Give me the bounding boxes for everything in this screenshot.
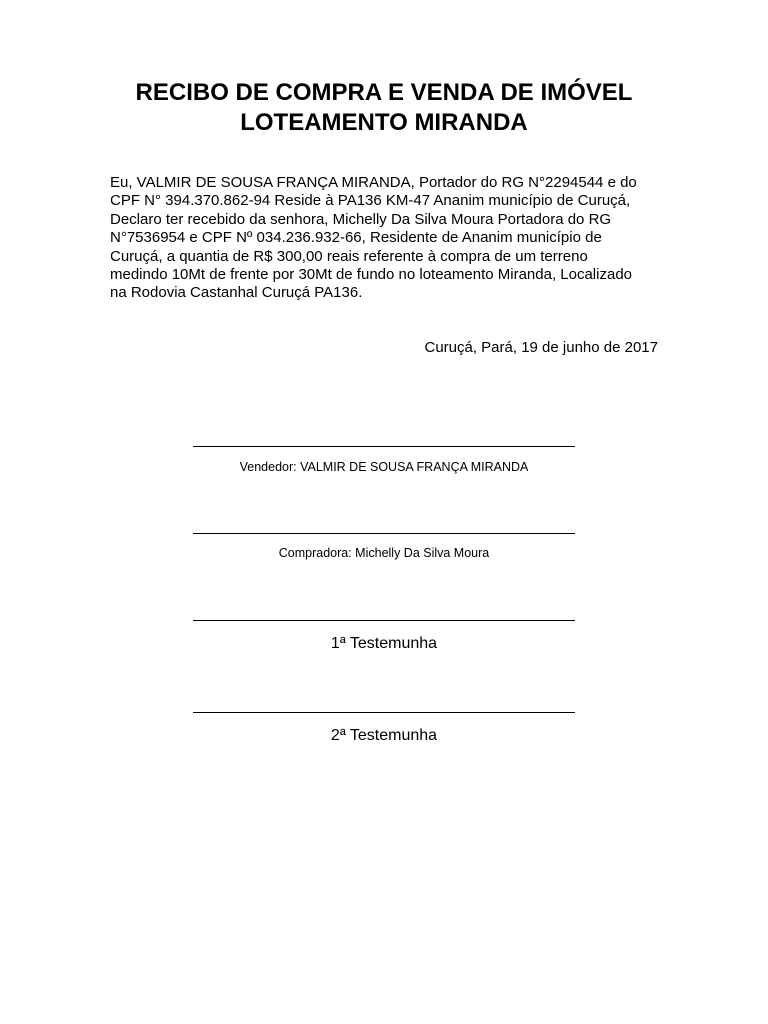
- body-line: na Rodovia Castanhal Curuçá PA136.: [110, 284, 363, 302]
- buyer-signature-line: [193, 533, 575, 534]
- body-line: N°7536954 e CPF Nº 034.236.932-66, Residente de Ananim município de: [110, 229, 602, 247]
- date-line: Curuçá, Pará, 19 de junho de 2017: [424, 339, 658, 356]
- title-line-2: LOTEAMENTO MIRANDA: [240, 109, 528, 136]
- seller-signature-label: Vendedor: VALMIR DE SOUSA FRANÇA MIRANDA: [239, 460, 529, 474]
- witness1-signature-line: [193, 620, 575, 621]
- document-title: [0, 78, 768, 138]
- witness2-signature-label: 2ª Testemunha: [330, 727, 438, 744]
- body-line: medindo 10Mt de frente por 30Mt de fundo no loteamento Miranda, Localizado: [110, 266, 632, 284]
- title-line-1: RECIBO DE COMPRA E VENDA DE IMÓVEL: [135, 79, 633, 106]
- witness2-signature-line: [193, 712, 575, 713]
- seller-signature-line: [193, 446, 575, 447]
- body-line: CPF N° 394.370.862-94 Reside à PA136 KM-47 Ananim município de Curuçá,: [110, 192, 631, 210]
- buyer-signature-label: Compradora: Michelly Da Silva Moura: [278, 546, 490, 560]
- receipt-body: [110, 174, 670, 303]
- body-line: Curuçá, a quantia de R$ 300,00 reais referente à compra de um terreno: [110, 247, 588, 265]
- witness1-signature-label: 1ª Testemunha: [330, 635, 438, 652]
- body-line: Declaro ter recebido da senhora, Michelly Da Silva Moura Portadora do RG: [110, 210, 612, 228]
- body-line: Eu, VALMIR DE SOUSA FRANÇA MIRANDA, Portador do RG N°2294544 e do: [110, 174, 637, 191]
